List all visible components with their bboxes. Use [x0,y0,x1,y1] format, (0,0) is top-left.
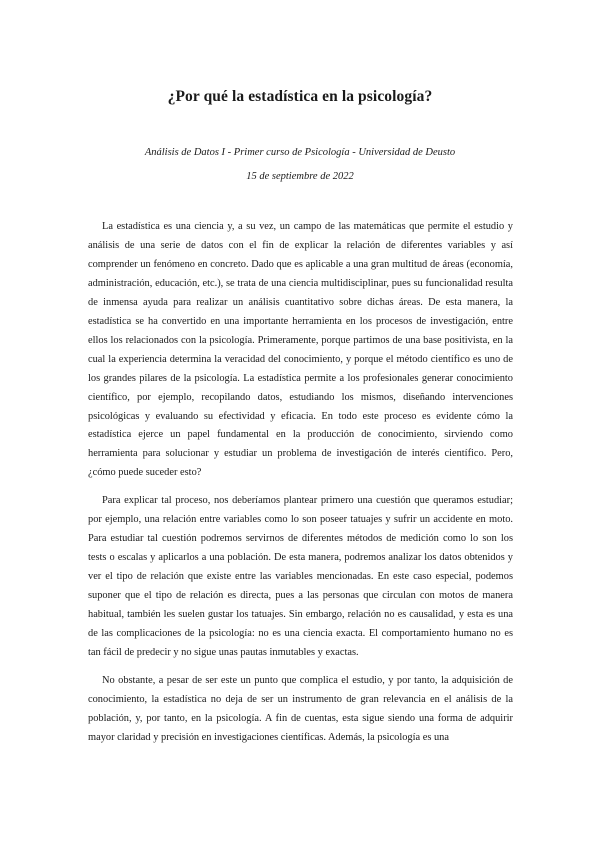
document-body [88,218,513,757]
paragraph: No obstante, a pesar de ser este un punto que complica el estudio, y por tanto, la adquisición de conocimiento, la estadística no deja de ser un instrumento de gran relevancia en el análisis de la población, y, por tanto, en la psicología. A fin de cuentas, esta sigue siendo una forma de adquirir mayor claridad y precisión en investigaciones científicas. Además, la psicología es una [88,674,513,743]
document-subtitle: Análisis de Datos I - Primer curso de Psicología - Universidad de Deusto [144,147,456,158]
document-date: 15 de septiembre de 2022 [246,171,354,182]
document-title: ¿Por qué la estadística en la psicología? [167,88,433,105]
paragraph: Para explicar tal proceso, nos deberíamos plantear primero una cuestión que queramos estudiar; por ejemplo, una relación entre variables como lo son poseer tatuajes y sufrir un accidente en moto. Para estudiar tal cuestión podremos servirnos de diferentes métodos de medición como lo son los tests o escalas y aplicarlos a una población. De esta manera, podremos analizar los datos obtenidos y ver el tipo de relación que existe entre las variables mencionadas. En este caso especial, podemos suponer que el tipo de relación es directa, pues a las personas que circulan con motos de manera habitual, también les suelen gustar los tatuajes. Sin embargo, relación no es causalidad, y esta es una de las complicaciones de la psicología: no es una ciencia exacta. El comportamiento humano no es tan fácil de predecir y no sigue unas pautas inmutables y exactas. [88,495,513,658]
paragraph: La estadística es una ciencia y, a su vez, un campo de las matemáticas que permite el estudio y análisis de una serie de datos con el fin de explicar la relación de diferentes variables y así comprender un fenómeno en concreto. Dado que es aplicable a una gran multitud de áreas (economía, administración, educación, etc.), se trata de una ciencia multidisciplinar, pues su funcionalidad resulta de inmensa ayuda para realizar un análisis cuantitativo sobre dichas áreas. De esta manera, la estadística se ha convertido en una importante herramienta en los procesos de investigación, entre ellos los relacionados con la psicología. Primeramente, porque partimos de una base positivista, en la cual la experiencia determina la veracidad del conocimiento, y porque el método científico es uno de los grandes pilares de la psicología. La estadística permite a los profesionales generar conocimiento científico, por ejemplo, recopilando datos, estudiando los mismos, diseñando intervenciones psicológicas y evaluando su efectividad y eficacia. En todo este proceso es evidente cómo la estadística ejerce un papel fundamental en la producción de conocimiento, sirviendo como herramienta para solucionar y estudiar un problema de investigación de interés científico. Pero, ¿cómo puede suceder esto? [88,221,513,479]
